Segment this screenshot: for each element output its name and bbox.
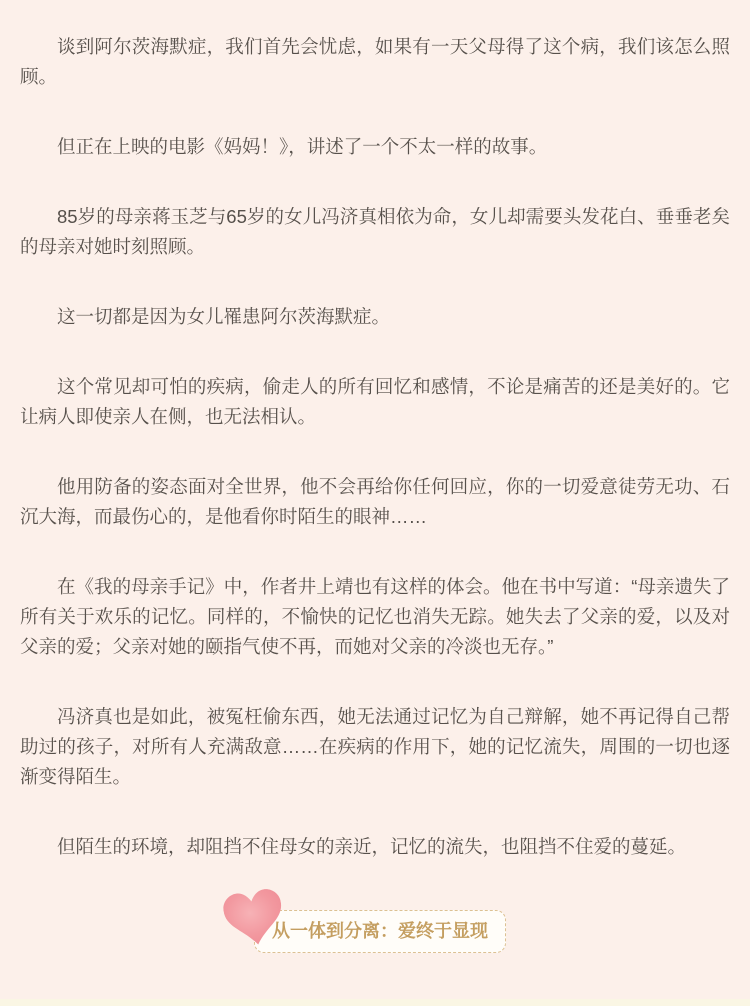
section-title: 从一体到分离：爱终于显现: [272, 921, 488, 941]
paragraph: 这一切都是因为女儿罹患阿尔茨海默症。: [57, 306, 391, 327]
heart-icon: [221, 887, 287, 949]
bottom-strip: [0, 999, 750, 1006]
paragraph: 但陌生的环境，却阻挡不住母女的亲近，记忆的流失，也阻挡不住爱的蔓延。: [57, 836, 687, 857]
paragraph: 他用防备的姿态面对全世界，他不会再给你任何回应，你的一切爱意徒劳无功、石沉大海，而最伤心的，是他看你时陌生的眼神……: [20, 476, 730, 527]
paragraph: 谈到阿尔茨海默症，我们首先会忧虑，如果有一天父母得了这个病，我们该怎么照顾。: [20, 36, 730, 87]
paragraph: 这个常见却可怕的疾病，偷走人的所有回忆和感情，不论是痛苦的还是美好的。它让病人即使亲人在侧，也无法相认。: [20, 376, 730, 427]
paragraph: 冯济真也是如此，被冤枉偷东西，她无法通过记忆为自己辩解，她不再记得自己帮助过的孩子，对所有人充满敌意……在疾病的作用下，她的记忆流失，周围的一切也逐渐变得陌生。: [20, 706, 730, 787]
paragraph: 在《我的母亲手记》中，作者井上靖也有这样的体会。他在书中写道：“母亲遗失了所有关于欢乐的记忆。同样的，不愉快的记忆也消失无踪。她失去了父亲的爱，以及对父亲的爱；父亲对她的颐指气使不再，而她对父亲的冷淡也无存。”: [20, 576, 730, 657]
paragraph: 但正在上映的电影《妈妈！》，讲述了一个不太一样的故事。: [57, 136, 548, 157]
section-divider: [0, 910, 750, 953]
section-title-badge: [254, 910, 506, 953]
paragraph: 85岁的母亲蒋玉芝与65岁的女儿冯济真相依为命，女儿却需要头发花白、垂垂老矣的母亲对她时刻照顾。: [20, 206, 730, 257]
